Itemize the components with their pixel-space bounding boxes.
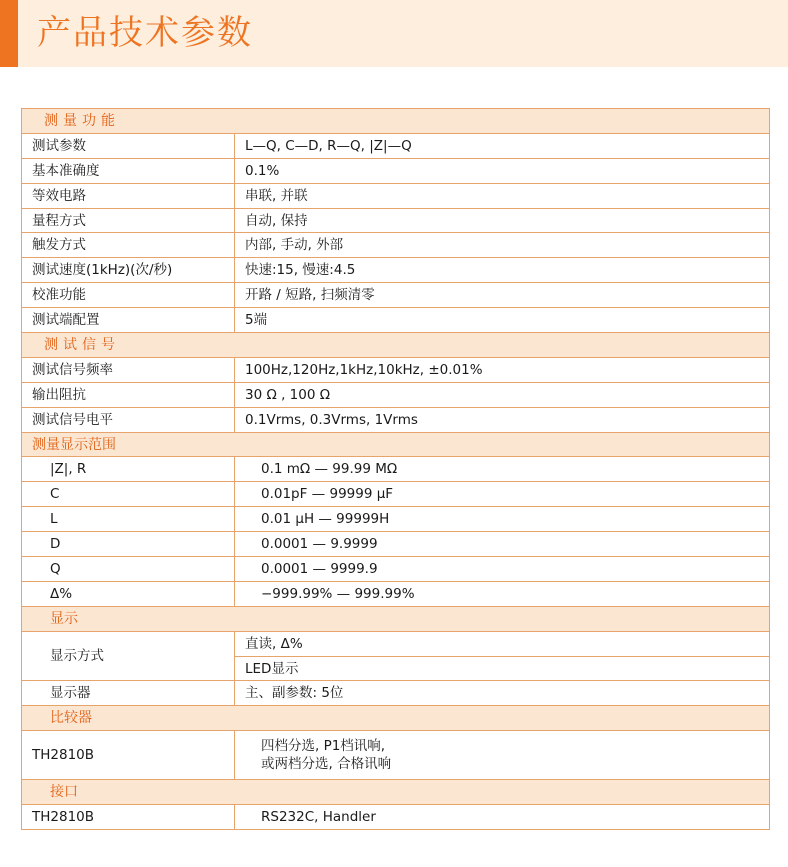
table-row xyxy=(22,158,770,183)
section-title: 显示 xyxy=(22,606,770,631)
section-header-signal xyxy=(22,333,770,358)
table-row xyxy=(22,731,770,780)
row-value: 串联, 并联 xyxy=(235,183,770,208)
section-title: 测量功能 xyxy=(22,109,770,134)
section-title: 接口 xyxy=(22,780,770,805)
table-row xyxy=(22,382,770,407)
row-value: 100Hz,120Hz,1kHz,10kHz, ±0.01% xyxy=(235,357,770,382)
table-row xyxy=(22,183,770,208)
row-label: 输出阻抗 xyxy=(22,382,235,407)
section-header-interface xyxy=(22,780,770,805)
row-value xyxy=(235,731,770,780)
row-value: 0.01pF — 99999 μF xyxy=(235,482,770,507)
row-value: RS232C, Handler xyxy=(235,805,770,830)
row-label: L xyxy=(22,507,235,532)
section-title: 测量显示范围 xyxy=(22,432,770,457)
row-label: 量程方式 xyxy=(22,208,235,233)
row-value: 直读, Δ% xyxy=(235,631,770,656)
table-row xyxy=(22,233,770,258)
row-label: 测试信号电平 xyxy=(22,407,235,432)
row-value: 0.0001 — 9999.9 xyxy=(235,557,770,582)
table-row xyxy=(22,507,770,532)
row-label: 触发方式 xyxy=(22,233,235,258)
row-value: 5端 xyxy=(235,308,770,333)
table-row xyxy=(22,258,770,283)
row-label: TH2810B xyxy=(22,731,235,780)
row-value: 0.01 μH — 99999H xyxy=(235,507,770,532)
section-title: 比较器 xyxy=(22,706,770,731)
row-value: 内部, 手动, 外部 xyxy=(235,233,770,258)
row-value: 30 Ω , 100 Ω xyxy=(235,382,770,407)
row-label: 测试参数 xyxy=(22,133,235,158)
table-row xyxy=(22,581,770,606)
row-value: 主、副参数: 5位 xyxy=(235,681,770,706)
row-label: D xyxy=(22,532,235,557)
row-label: Q xyxy=(22,557,235,582)
table-row xyxy=(22,681,770,706)
spec-table xyxy=(21,108,770,830)
row-label: 显示器 xyxy=(22,681,235,706)
row-label: Δ% xyxy=(22,581,235,606)
row-value: 0.1% xyxy=(235,158,770,183)
row-value: 0.0001 — 9.9999 xyxy=(235,532,770,557)
row-label: 测试速度(1kHz)(次/秒) xyxy=(22,258,235,283)
row-label: 校准功能 xyxy=(22,283,235,308)
row-label: TH2810B xyxy=(22,805,235,830)
comparator-line: 四档分选, P1档讯响, xyxy=(261,738,386,755)
table-row xyxy=(22,407,770,432)
table-row xyxy=(22,133,770,158)
row-label: C xyxy=(22,482,235,507)
section-title: 测试信号 xyxy=(22,333,770,358)
row-value: −999.99% — 999.99% xyxy=(235,581,770,606)
row-value: LED显示 xyxy=(235,656,770,681)
table-row xyxy=(22,631,770,656)
section-header-range xyxy=(22,432,770,457)
section-header-comparator xyxy=(22,706,770,731)
section-header-display xyxy=(22,606,770,631)
table-row xyxy=(22,308,770,333)
table-row xyxy=(22,208,770,233)
row-label: |Z|, R xyxy=(22,457,235,482)
page-header xyxy=(0,0,788,67)
table-row xyxy=(22,457,770,482)
row-label: 测试信号频率 xyxy=(22,357,235,382)
row-label: 显示方式 xyxy=(22,631,235,681)
row-label: 基本准确度 xyxy=(22,158,235,183)
row-value: 0.1 mΩ — 99.99 MΩ xyxy=(235,457,770,482)
table-row xyxy=(22,805,770,830)
table-row xyxy=(22,532,770,557)
row-value: 开路 / 短路, 扫频清零 xyxy=(235,283,770,308)
row-label: 测试端配置 xyxy=(22,308,235,333)
row-value: 自动, 保持 xyxy=(235,208,770,233)
table-row xyxy=(22,557,770,582)
table-row xyxy=(22,357,770,382)
row-value: L—Q, C—D, R—Q, |Z|—Q xyxy=(235,133,770,158)
section-header-measurement xyxy=(22,109,770,134)
page-title: 产品技术参数 xyxy=(37,13,253,53)
comparator-line: 或两档分选, 合格讯响 xyxy=(261,756,392,773)
table-row xyxy=(22,283,770,308)
header-accent-bar xyxy=(0,0,18,67)
table-row xyxy=(22,482,770,507)
row-value: 0.1Vrms, 0.3Vrms, 1Vrms xyxy=(235,407,770,432)
row-value: 快速:15, 慢速:4.5 xyxy=(235,258,770,283)
row-label: 等效电路 xyxy=(22,183,235,208)
